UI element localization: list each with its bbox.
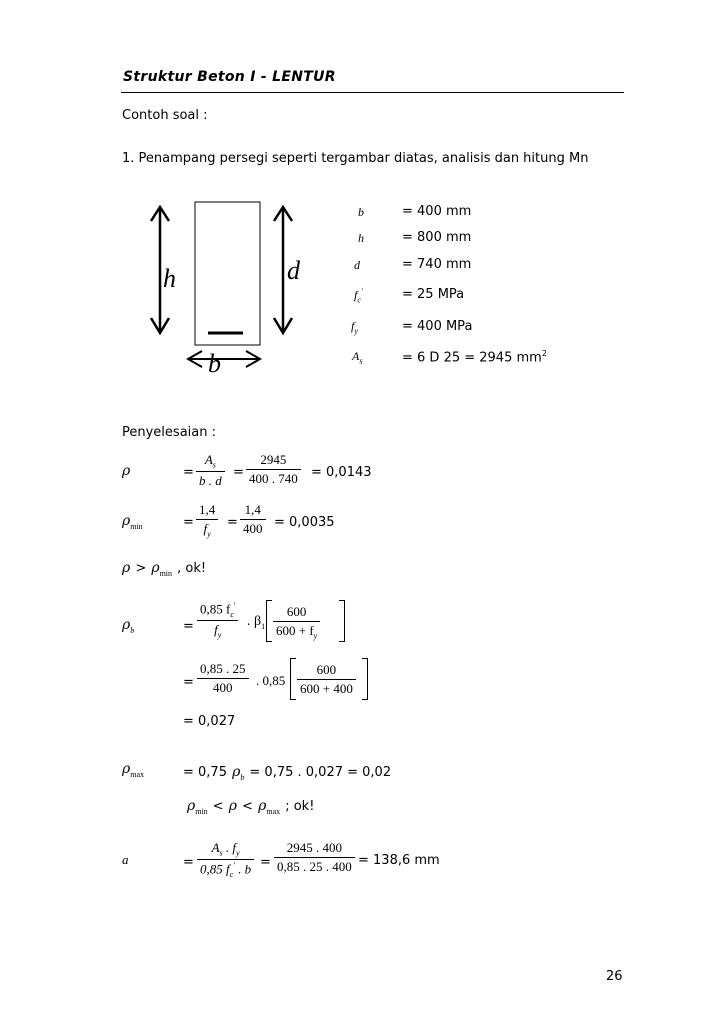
rho-b-right-bracket <box>339 600 345 642</box>
rho-min-symbol: $\rho_{min}$ <box>122 513 143 531</box>
a-fraction-numeric: $\frac{2945 . 400}{0,85 . 25 . 400}$ <box>274 840 355 875</box>
d-label: d <box>287 256 300 285</box>
rho-eq2: = <box>233 465 244 480</box>
rho-fraction-numeric: $\frac{2945}{400 . 740}$ <box>246 452 301 487</box>
b-dimension-arrow <box>188 351 260 367</box>
rho-b-eq: = <box>183 619 194 634</box>
given-as-symbol: $A_s$ <box>352 349 363 366</box>
given-d-symbol: d <box>354 258 360 272</box>
rho-b-fraction-1: $\frac{0,85 f_c'}{f_y}$ <box>197 601 238 640</box>
rho-min-result: = 0,0035 <box>274 515 335 530</box>
a-eq2: = <box>260 855 271 870</box>
contoh-label: Contoh soal : <box>122 108 208 123</box>
rho-b-fraction-2: $\frac{600}{600 + f_y}$ <box>273 604 320 641</box>
rho-range-check: $\rho_{min} < \rho < \rho_{max}$ ; ok! <box>187 798 315 817</box>
a-result: = 138,6 mm <box>358 853 440 868</box>
given-h-value: = 800 mm <box>402 230 472 245</box>
given-fc-value: = 25 MPa <box>402 287 465 302</box>
a-eq1: = <box>183 855 194 870</box>
rho-b-left-bracket <box>266 600 272 642</box>
a-symbol: a <box>122 852 129 867</box>
page-number: 26 <box>606 969 623 984</box>
given-as-value: = 6 D 25 = 2945 $mm^2$ <box>402 349 547 366</box>
rho-b-result: = 0,027 <box>183 714 236 729</box>
given-fy-symbol: $f_y$ <box>351 319 358 336</box>
page-header: Struktur Beton I - LENTUR <box>123 69 336 85</box>
rho-min-fraction-symbolic: $\frac{1,4}{f_y}$ <box>196 502 218 539</box>
b-label: b <box>208 349 221 378</box>
solution-heading: Penyelesaian : <box>122 425 216 440</box>
h-label: h <box>163 264 176 293</box>
given-fc-symbol: $f_c'$ <box>354 287 363 305</box>
a-fraction-symbolic: $\frac{A_s . f_y}{0,85 f_c' . b}$ <box>197 840 254 879</box>
rho-min-check: $\rho > \rho_{min}$ , ok! <box>122 560 207 579</box>
rho-min-eq1: = <box>183 515 194 530</box>
rho-eq1: = <box>183 465 194 480</box>
rho-max-symbol: $\rho_{max}$ <box>122 761 145 779</box>
given-b-symbol: b <box>358 205 364 219</box>
header-rule <box>121 92 624 93</box>
rho-b-line2-factor: . 0,85 <box>256 673 286 688</box>
given-fy-value: = 400 MPa <box>402 319 473 334</box>
rho-b-beta: . $\beta_1$ <box>247 614 266 631</box>
rho-fraction-symbolic: $\frac{A_s}{b . d}$ <box>196 452 225 489</box>
given-d-value: = 740 mm <box>402 257 472 272</box>
rho-b-line2-fraction-2: $\frac{600}{600 + 400}$ <box>297 662 356 697</box>
section-rectangle <box>195 202 260 345</box>
rho-b-line2-left-bracket <box>290 658 296 700</box>
problem-statement: 1. Penampang persegi seperti tergambar diatas, analisis dan hitung Mn <box>122 151 589 166</box>
rho-b-line2-right-bracket <box>362 658 368 700</box>
rho-max-expression: = 0,75 $\rho_b = 0,75$ . 0,027 = 0,02 <box>183 764 392 783</box>
given-b-value: = 400 mm <box>402 204 472 219</box>
rho-b-line2-eq: = <box>183 675 194 690</box>
rho-b-line2-fraction-1: $\frac{0,85 . 25}{400}$ <box>197 661 249 696</box>
rho-min-eq2: = <box>227 515 238 530</box>
rho-result: = 0,0143 <box>311 465 372 480</box>
rho-symbol: ρ <box>122 463 131 479</box>
given-h-symbol: h <box>358 231 364 245</box>
rho-min-fraction-numeric: $\frac{1,4}{400}$ <box>240 502 266 537</box>
rho-b-symbol: $\rho_b$ <box>122 617 135 635</box>
